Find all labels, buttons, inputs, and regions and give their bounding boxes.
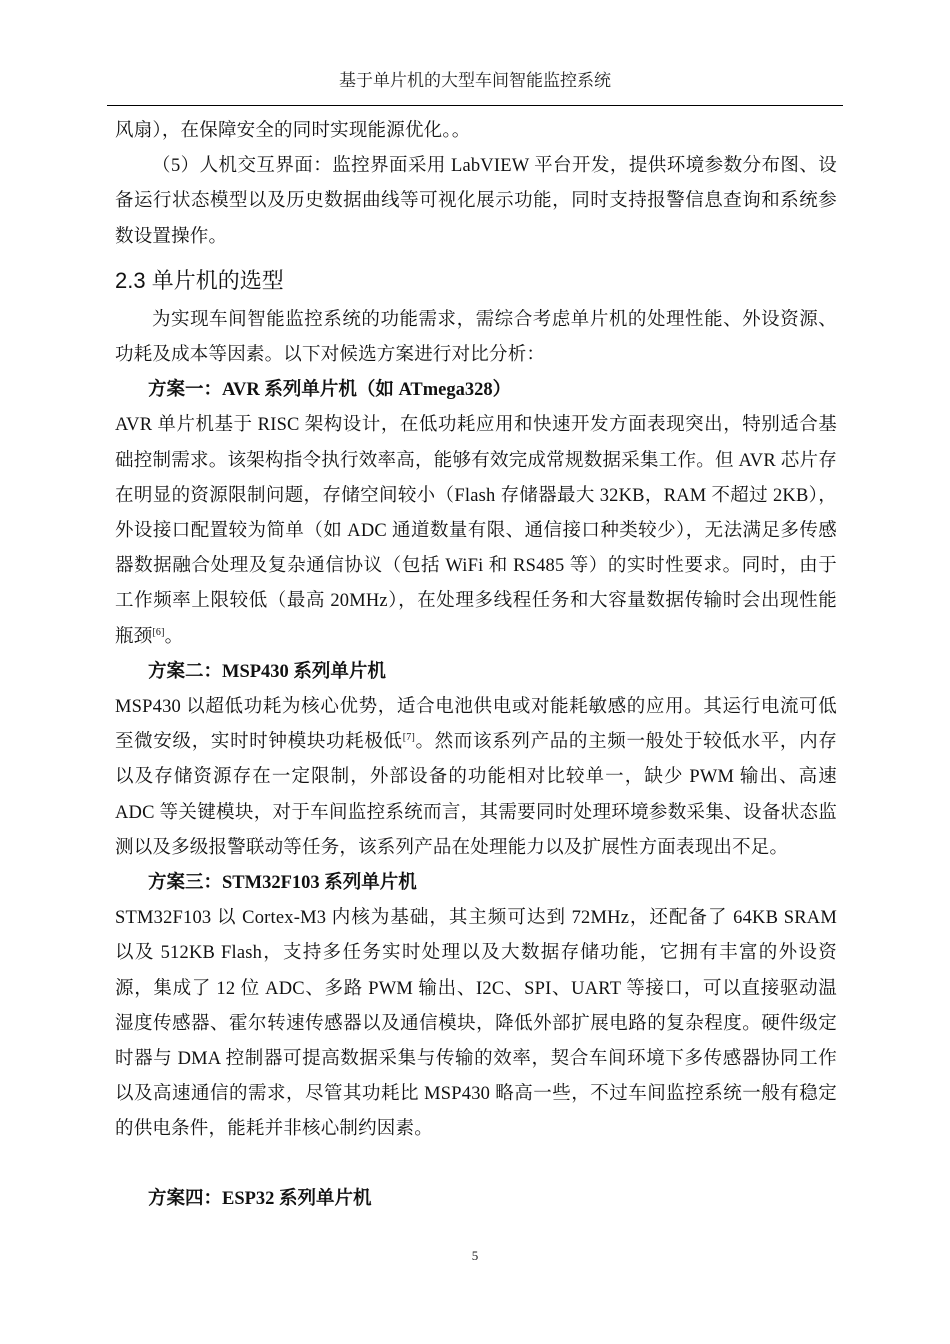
paragraph-section-intro: 为实现车间智能监控系统的功能需求，需综合考虑单片机的处理性能、外设资源、功耗及成本等因素。以下对候选方案进行对比分析： (115, 309, 837, 366)
scheme-2-body (115, 690, 837, 866)
citation-7: [7] (402, 732, 415, 744)
scheme-3-body: STM32F103 以 Cortex-M3 内核为基础，其主频可达到 72MHz，还配备了 64KB SRAM 以及 512KB Flash，支持多任务实时处理以及大数据存储功能，它拥有丰富的外设资源，集成了 12 位 ADC、多路 PWM 输出、I2C、SPI、UART 等接口，可以直接驱动温湿度传感器、霍尔转速传感器以及通信模块，降低外部扩展电路的复杂程度。硬件级定时器与 DMA 控制器可提高数据采集与传输的效率，契合车间环境下多传感器协同工作以及高速通信的需求，尽管其功耗比 MSP430 略高一些，不过车间监控系统一般有稳定的供电条件，能耗并非核心制约因素。 (115, 908, 837, 1140)
scheme-1-body (115, 408, 837, 654)
scheme-4-title: 方案四：ESP32 系列单片机 (148, 1188, 372, 1209)
running-header: 基于单片机的大型车间智能监控系统 (339, 71, 611, 90)
page-number: 5 (471, 1248, 479, 1263)
paragraph-continuation: 风扇），在保障安全的同时实现能源优化。。 (115, 121, 471, 141)
scheme-2-title: 方案二：MSP430 系列单片机 (148, 661, 386, 682)
blank-gap (115, 1148, 837, 1182)
section-heading: 2.3 单片机的选型 (115, 267, 284, 293)
header-divider (107, 105, 843, 106)
scheme-2-text-b: 。然而该系列产品的主频一般处于较低水平，内存以及存储资源存在一定限制，外部设备的功能相对比较单一，缺少 PWM 输出、高速 ADC 等关键模块，对于车间监控系统而言，其需要同时处理环境参数采集、设备状态监测以及多级报警联动等任务，该系列产品在处理能力以及扩展性方面表现出不足。 (115, 732, 837, 858)
page-body (115, 114, 837, 1217)
scheme-1-title: 方案一：AVR 系列单片机（如 ATmega328） (148, 380, 512, 401)
scheme-1-text: AVR 单片机基于 RISC 架构设计，在低功耗应用和快速开发方面表现突出，特别适合基础控制需求。该架构指令执行效率高，能够有效完成常规数据采集工作。但 AVR 芯片存在明显的资源限制问题，存储空间较小（Flash 存储器最大 32KB，RAM 不超过 2KB），外设接口配置较为简单（如 ADC 通道数量有限、通信接口种类较少），无法满足多传感器数据融合处理及复杂通信协议（包括 WiFi 和 RS485 等）的实时性要求。同时，由于工作频率上限较低（最高 20MHz），在处理多线程任务和大容量数据传输时会出现性能瓶颈 (115, 415, 837, 647)
scheme-1-end: 。 (164, 626, 184, 647)
citation-6: [6] (152, 626, 165, 638)
scheme-2-text-a: MSP430 以超低功耗为核心优势，适合电池供电或对能耗敏感的应用。其运行电流可低至微安级，实时时钟模块功耗极低 (115, 697, 837, 753)
scheme-3-title: 方案三：STM32F103 系列单片机 (148, 873, 417, 894)
paragraph-hmi: （5）人机交互界面：监控界面采用 LabVIEW 平台开发，提供环境参数分布图、设备运行状态模型以及历史数据曲线等可视化展示功能，同时支持报警信息查询和系统参数设置操作。 (115, 156, 837, 247)
